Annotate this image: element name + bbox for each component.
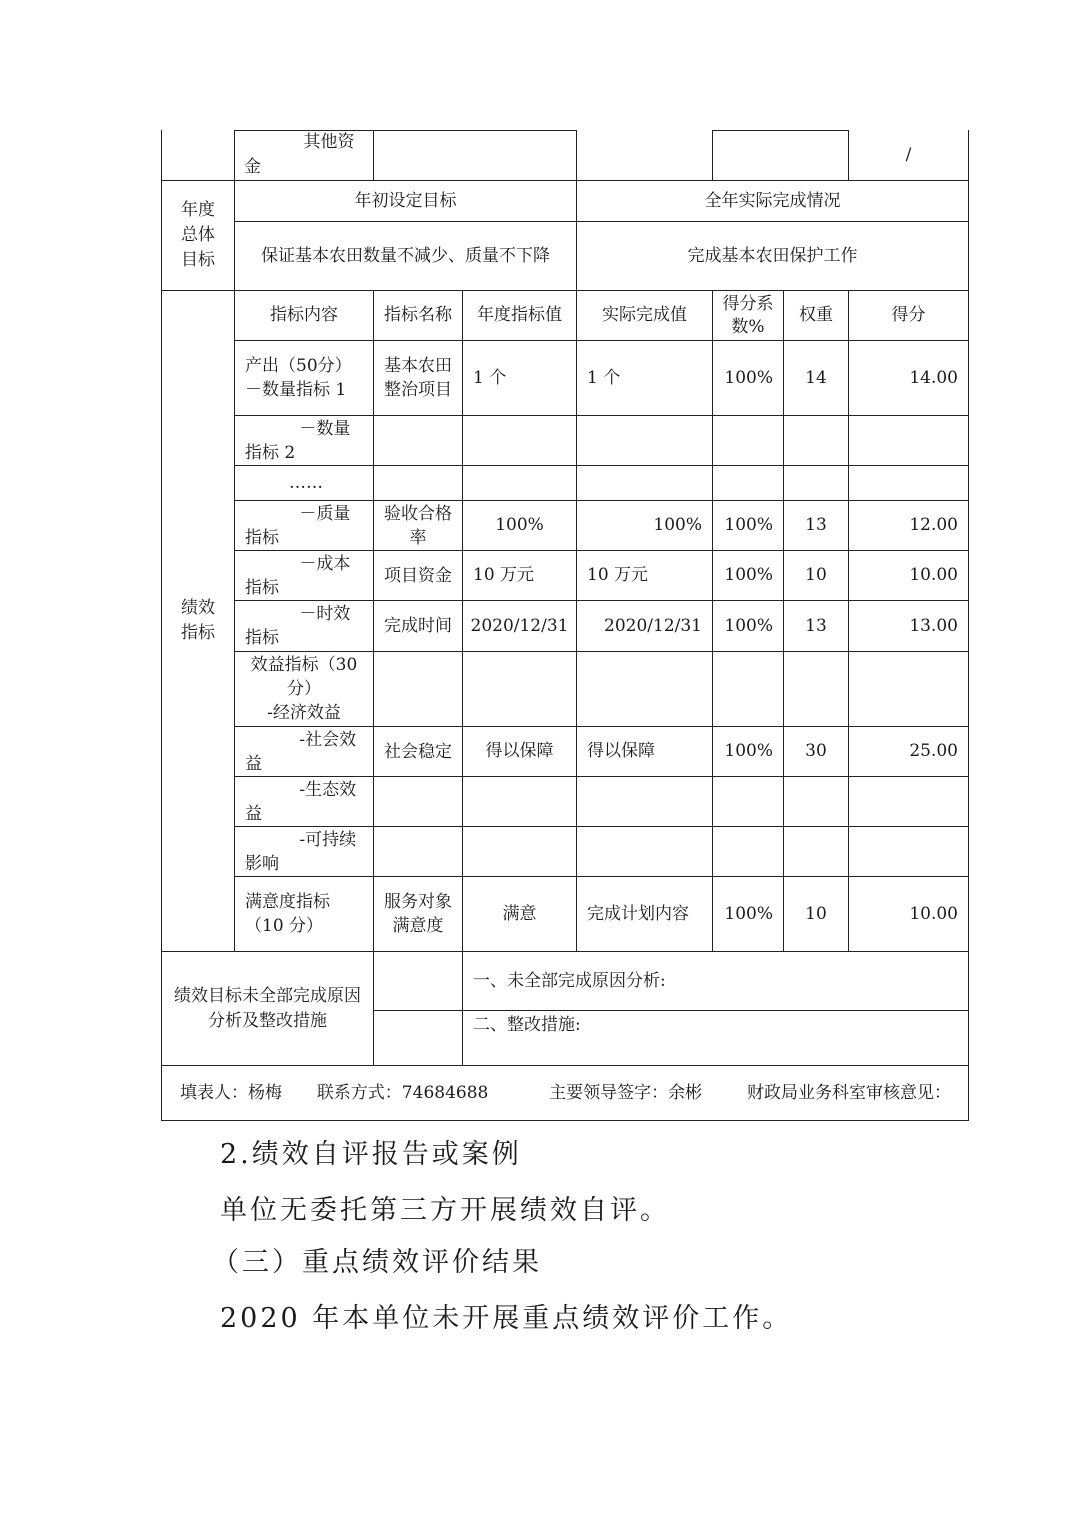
actual-goal-value: 完成基本农田保护工作 — [687, 245, 858, 266]
perf-row-10-score — [849, 827, 968, 876]
perf-row-9-content: -生态效益 — [245, 779, 357, 824]
perf-row-5-score: 10.00 — [909, 565, 958, 585]
perf-row-7-actual — [577, 652, 712, 726]
perf-row-5-weight: 10 — [805, 565, 827, 585]
perf-row-11-weight: 10 — [805, 903, 827, 924]
perf-row-7-weight — [784, 652, 848, 726]
perf-row-8-actual: 得以保障 — [587, 741, 655, 761]
perf-row-8-target: 得以保障 — [485, 741, 554, 761]
perf-row-10-target — [463, 827, 576, 876]
hdr-actual: 实际完成值 — [602, 305, 687, 325]
perf-row-8-name: 社会稳定 — [384, 741, 452, 762]
perf-row-9-name — [374, 777, 462, 826]
perf-row-9-score — [849, 777, 968, 826]
perf-row-10-content: -可持续影响 — [245, 829, 357, 874]
perf-row-2-target — [463, 416, 576, 465]
perf-row-11-actual: 完成计划内容 — [587, 903, 689, 924]
reason-label: 绩效目标未全部完成原因分析及整改措施 — [174, 985, 361, 1031]
perf-row-4-score: 12.00 — [909, 515, 958, 535]
set-goal-header: 年初设定目标 — [354, 190, 457, 211]
perf-row-3-target — [463, 466, 576, 500]
perf-row-9-coef — [713, 777, 783, 826]
perf-row-1-coef: 100% — [724, 367, 773, 388]
perf-row-4-name: 验收合格率 — [384, 503, 452, 548]
perf-row-10-name — [374, 827, 462, 876]
perf-row-8-score: 25.00 — [909, 741, 958, 761]
perf-row-4-coef: 100% — [724, 515, 773, 535]
perf-row-7-target — [463, 652, 576, 726]
perf-row-5-actual: 10 万元 — [587, 565, 649, 585]
perf-row-8-coef: 100% — [724, 741, 773, 761]
perf-row-4-target: 100% — [495, 515, 544, 535]
perf-row-3-actual — [577, 466, 712, 500]
hdr-name: 指标名称 — [384, 305, 452, 325]
perf-row-5-name: 项目资金 — [384, 565, 452, 586]
perf-row-7-content: 效益指标（30分） -经济效益 — [250, 655, 358, 723]
perf-row-3-name — [374, 466, 462, 500]
leader-signature: 主要领导签字：余彬 — [549, 1083, 703, 1103]
filler-name: 填表人：杨梅 — [180, 1083, 282, 1103]
perf-row-7-score — [849, 652, 968, 726]
perf-row-2-actual — [577, 416, 712, 465]
perf-row-2-coef — [713, 416, 783, 465]
perf-row-11-name: 服务对象满意度 — [384, 892, 452, 936]
perf-row-6-score: 13.00 — [909, 615, 958, 636]
perf-row-2-name — [374, 416, 462, 465]
perf-row-3-score — [849, 466, 968, 500]
top-row-slash: / — [905, 144, 912, 165]
perf-row-2-content: －数量指标 2 — [245, 418, 351, 463]
perf-row-5-target: 10 万元 — [473, 565, 535, 585]
perf-row-7-name — [374, 652, 462, 726]
perf-row-10-coef — [713, 827, 783, 876]
contact-info: 联系方式：74684688 — [316, 1083, 489, 1103]
actual-goal-header: 全年实际完成情况 — [704, 190, 841, 211]
perf-row-11-score: 10.00 — [909, 903, 958, 924]
perf-row-1-weight: 14 — [805, 367, 827, 388]
perf-row-9-actual — [577, 777, 712, 826]
perf-row-4-content: －质量指标 — [245, 503, 351, 548]
hdr-content: 指标内容 — [270, 305, 338, 325]
perf-row-5-coef: 100% — [724, 565, 773, 585]
perf-row-6-actual: 2020/12/31 — [604, 615, 702, 636]
para-no-key-eval: 2020 年本单位未开展重点绩效评价工作。 — [220, 1303, 793, 1334]
hdr-target: 年度指标值 — [477, 305, 562, 325]
hdr-score: 得分 — [891, 305, 926, 325]
perf-row-1-content: 产出（50分） －数量指标 1 — [245, 356, 352, 400]
perf-indicator-label: 绩效指标 — [181, 598, 215, 643]
perf-row-2-weight — [784, 416, 848, 465]
perf-row-4-weight: 13 — [805, 515, 827, 535]
hdr-weight: 权重 — [799, 305, 833, 325]
perf-row-1-actual: 1 个 — [587, 367, 621, 388]
perf-row-1-name: 基本农田整治项目 — [384, 356, 452, 400]
heading-self-eval-report: 2.绩效自评报告或案例 — [220, 1139, 522, 1170]
heading-key-eval-results: （三）重点绩效评价结果 — [212, 1247, 542, 1278]
perf-row-11-coef: 100% — [724, 903, 773, 924]
hdr-coef: 得分系数% — [722, 293, 774, 337]
perf-row-7-coef — [713, 652, 783, 726]
footer-row — [180, 1081, 951, 1105]
reason-measures: 二、整改措施: — [473, 1014, 581, 1035]
perf-row-3-coef — [713, 466, 783, 500]
review-opinion: 财政局业务科室审核意见： — [746, 1083, 951, 1103]
perf-row-6-coef: 100% — [724, 615, 773, 636]
perf-row-2-score — [849, 416, 968, 465]
other-funds-label: 其他资金 — [244, 132, 355, 177]
perf-row-6-weight: 13 — [805, 615, 827, 636]
perf-row-1-target: 1 个 — [473, 367, 507, 388]
perf-row-9-target — [463, 777, 576, 826]
perf-row-1-score: 14.00 — [909, 367, 958, 388]
perf-row-11-target: 满意 — [502, 903, 537, 924]
perf-row-11-content: 满意度指标 （10 分） — [245, 892, 330, 936]
perf-row-9-weight — [784, 777, 848, 826]
perf-row-10-weight — [784, 827, 848, 876]
perf-row-10-actual — [577, 827, 712, 876]
set-goal-value: 保证基本农田数量不减少、质量不下降 — [261, 245, 550, 266]
perf-row-3-content: …… — [289, 473, 323, 493]
perf-row-6-content: －时效指标 — [245, 604, 351, 648]
para-no-third-party: 单位无委托第三方开展绩效自评。 — [220, 1195, 670, 1226]
perf-row-6-target: 2020/12/31 — [470, 615, 569, 636]
annual-goal-label: 年度总体目标 — [181, 200, 215, 270]
perf-row-6-name: 完成时间 — [384, 616, 452, 636]
perf-row-8-weight: 30 — [805, 741, 827, 761]
perf-row-8-content: -社会效益 — [245, 729, 357, 774]
perf-row-5-content: －成本指标 — [245, 553, 351, 598]
perf-row-4-actual: 100% — [653, 515, 702, 535]
perf-row-3-weight — [784, 466, 848, 500]
reason-analysis: 一、未全部完成原因分析: — [473, 970, 666, 991]
